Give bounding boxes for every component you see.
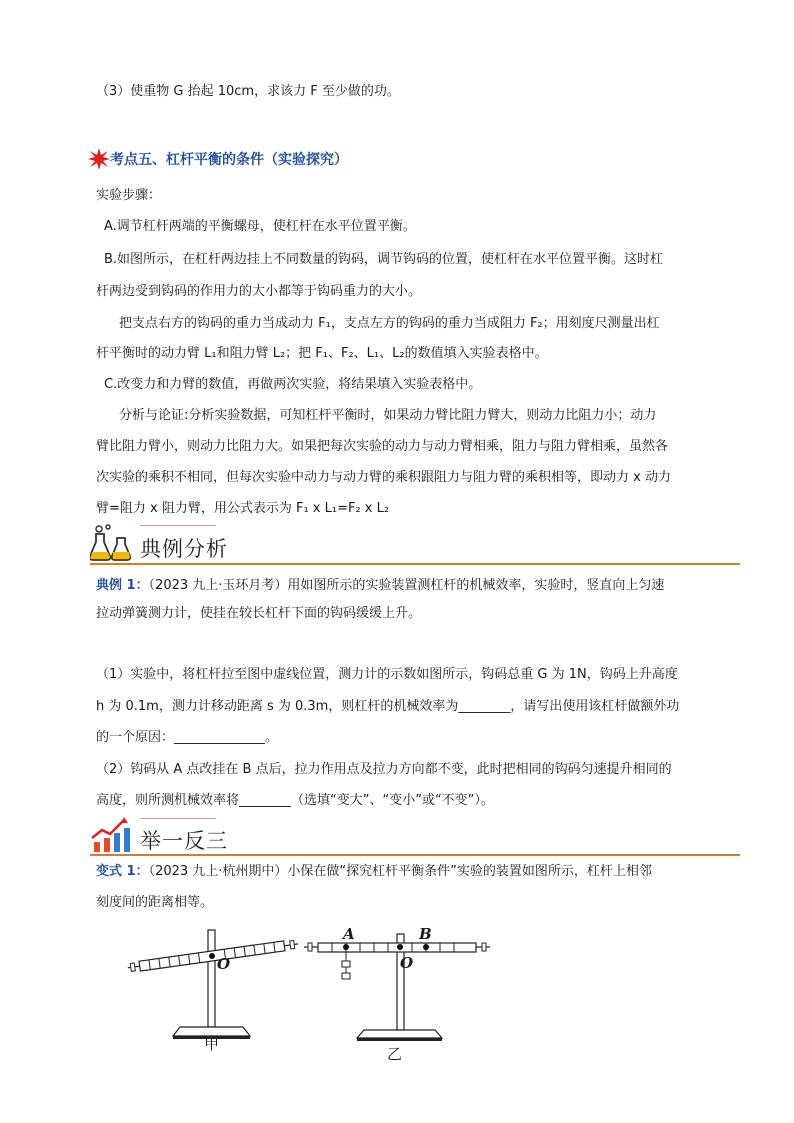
step-b-line1: B.如图所示，在杠杆两边挂上不同数量的钩码，调节钩码的位置，使杠杆在水平位置平衡。这时杠 bbox=[104, 252, 664, 267]
sub1-line3: 的一个原因：______________。 bbox=[96, 730, 279, 745]
sub1-line2: h 为 0.1m，测力计移动距离 s 为 0.3m，则杠杆的机械效率为________，请写出使用该杠杆做额外功 bbox=[96, 699, 680, 714]
sub1-line1: （1）实验中，将杠杆拉至图中虚线位置，测力计的示数如图所示，钩码总重 G 为 1N，钩码上升高度 bbox=[96, 667, 678, 682]
variant-1-line2: 刻度间的距离相等。 bbox=[96, 895, 214, 910]
pivot-label-right: O bbox=[400, 954, 414, 972]
question-3: （3）使重物 G 抬起 10cm，求该力 F 至少做的功。 bbox=[96, 84, 400, 99]
header-rule-dianli bbox=[90, 563, 740, 565]
para1-line1: 把支点右方的钩码的重力当成动力 F₁，支点左方的钩码的重力当成阻力 F₂；用刻度尺测量出杠 bbox=[119, 316, 660, 331]
analysis-line2: 臂比阻力臂小，则动力比阻力大。如果把每次实验的动力与动力臂相乘，阻力与阻力臂相乘，虽然各 bbox=[96, 439, 669, 454]
header-rule-jyfs bbox=[90, 854, 740, 856]
sub2-line2: 高度，则所测机械效率将________（选填“变大”、“变小”或“不变”）。 bbox=[96, 793, 494, 808]
caption-left: 甲 bbox=[204, 1035, 220, 1053]
analysis-line1: 分析与论证:分析实验数据，可知杠杆平衡时，如果动力臂比阻力臂大，则动力比阻力小；动力 bbox=[119, 408, 657, 423]
sub2-line1: （2）钩码从 A 点改挂在 B 点后，拉力作用点及拉力方向都不变，此时把相同的钩码匀速提升相同的 bbox=[96, 762, 672, 777]
section-title-jyfs: 举一反三 bbox=[140, 829, 228, 853]
step-b-line2: 杆两边受到钩码的作用力的大小都等于钩码重力的大小。 bbox=[96, 284, 422, 299]
header-top-rule bbox=[140, 525, 216, 526]
flask-icon bbox=[90, 524, 132, 562]
example-1-line1 bbox=[96, 576, 664, 596]
pivot-label-left: O bbox=[217, 955, 231, 973]
step-c: C.改变力和力臂的数值，再做两次实验，将结果填入实验表格中。 bbox=[104, 377, 482, 392]
analysis-line4: 臂=阻力 x 阻力臂，用公式表示为 F₁ x L₁=F₂ x L₂ bbox=[96, 501, 390, 516]
kaodian-title: 考点五、杠杆平衡的条件（实验探究） bbox=[110, 152, 348, 168]
example-1-text: （2023 九上·玉环月考）用如图所示的实验装置测杠杆的机械效率，实验时，竖直向上匀速 bbox=[148, 578, 665, 593]
analysis-line3: 次实验的乘积不相同，但每次实验中动力与动力臂的乘积跟阻力与阻力臂的乘积相等，即动力 x 动力 bbox=[96, 470, 671, 485]
variant-label: 变式 1： bbox=[96, 864, 149, 879]
steps-label: 实验步骤： bbox=[96, 188, 162, 203]
growth-chart-icon bbox=[90, 816, 132, 854]
lever-figure-tilted bbox=[125, 920, 315, 1050]
variant-1-text: （2023 九上·杭州期中）小保在做“探究杠杆平衡条件”实验的装置如图所示，杠杆上相邻 bbox=[148, 864, 652, 879]
variant-1-line1 bbox=[96, 862, 652, 882]
section-title-dianli: 典例分析 bbox=[140, 537, 228, 561]
example-label: 典例 1： bbox=[96, 578, 149, 593]
step-a: A.调节杠杆两端的平衡螺母，使杠杆在水平位置平衡。 bbox=[104, 219, 416, 234]
example-1-line2: 拉动弹簧测力计，使挂在较长杠杆下面的钩码缓缓上升。 bbox=[96, 606, 422, 621]
header-top-rule-2 bbox=[140, 818, 216, 819]
lever-figure-level bbox=[302, 928, 492, 1048]
para1-line2: 杆平衡时的动力臂 L₁和阻力臂 L₂；把 F₁、F₂、L₁、L₂的数值填入实验表格中。 bbox=[96, 346, 548, 361]
star-icon bbox=[88, 148, 110, 170]
point-b-label: B bbox=[419, 925, 432, 943]
point-a-label: A bbox=[343, 925, 355, 943]
caption-right: 乙 bbox=[387, 1045, 403, 1063]
